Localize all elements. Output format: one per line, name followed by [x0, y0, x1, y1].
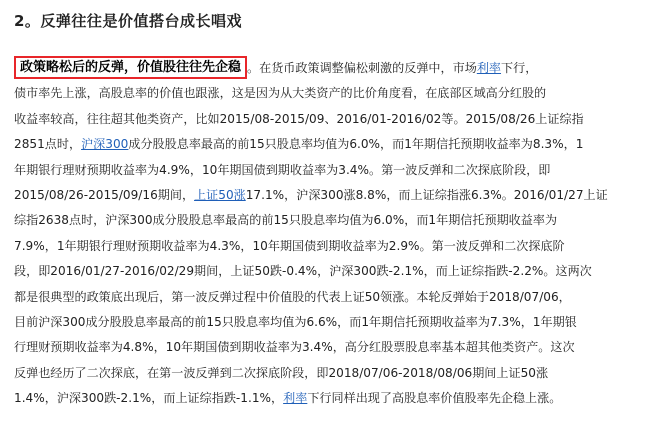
text-line: 综指2638点时，沪深300成分股股息率最高的前15只股息率均值为6.0%，而1年期信托预期收益率为	[14, 213, 558, 228]
highlight-box	[14, 56, 247, 79]
text-line: 都是很典型的政策底出现后，第一波反弹过程中价值股的代表上证50领涨。本轮反弹始于2018/07/06，	[14, 289, 571, 304]
text-segment: 1.4%，沪深300跌-2.1%，而上证综指跌-1.1%，	[14, 391, 284, 406]
text-line: 反弹也经历了二次探底，在第一波反弹到二次探底阶段，即2018/07/06-2018/08/06期间上证50涨	[14, 365, 549, 380]
text-line: 收益率较高，往往超其他类资产，比如2015/08-2015/09、2016/01-2016/02等。2015/08/26上证综指	[14, 111, 584, 126]
article-paragraph	[14, 38, 644, 411]
text-line: 债市率先上涨，高股息率的价值也跟涨，这是因为从大类资产的比价角度看，在底部区域高分红股的	[14, 86, 547, 101]
text-line: 目前沪深300成分股股息率最高的前15只股息率均值为6.6%，而1年期信托预期收益率为7.3%，1年期银	[14, 314, 577, 329]
text-line: 7.9%，1年期银行理财预期收益率为4.3%，10年期国债到期收益率为2.9%。第一波反弹和二次探底阶	[14, 238, 565, 253]
text-segment: 17.1%，沪深300涨8.8%，而上证综指涨6.3%。2016/01/27上证	[245, 187, 608, 202]
interest-rate-link[interactable]: 利率	[476, 61, 502, 75]
text-segment: 2851点时，	[14, 137, 82, 152]
text-line: 年期银行理财预期收益率为4.9%，10年期国债到期收益率为3.4%。第一波反弹和二次探底阶段，即	[14, 162, 551, 177]
text-segment: 。在货币政策调整偏松刺激的反弹中，市场	[247, 61, 477, 75]
text-segment: 成分股股息率最高的前15只股息率均值为6.0%，而1年期信托预期收益率为8.3%，1	[128, 137, 584, 152]
highlight-text: 政策略松后的反弹，价值股往往先企稳	[20, 60, 242, 75]
sz50-link[interactable]: 上证50涨	[194, 187, 246, 202]
text-line	[14, 183, 644, 208]
text-segment: 下行同样出现了高股息率价值股率先企稳上涨。	[307, 391, 562, 406]
text-line	[14, 56, 644, 81]
section-title: 2。反弹往往是价值搭台成长唱戏	[14, 12, 242, 30]
hs300-link[interactable]: 沪深300	[81, 137, 129, 152]
text-segment: 2015/08/26-2015/09/16期间，	[14, 187, 195, 202]
text-line	[14, 386, 644, 411]
interest-rate-link[interactable]: 利率	[283, 391, 308, 406]
text-line: 段，即2016/01/27-2016/02/29期间，上证50跌-0.4%，沪深300跌-2.1%，而上证综指跌-2.2%。这两次	[14, 264, 592, 279]
text-line	[14, 132, 644, 157]
article	[14, 0, 644, 411]
text-line: 行理财预期收益率为4.8%，10年期国债到期收益率为3.4%，高分红股票股息率基本超其他类资产。这次	[14, 340, 575, 355]
text-segment: 下行，	[501, 61, 538, 75]
